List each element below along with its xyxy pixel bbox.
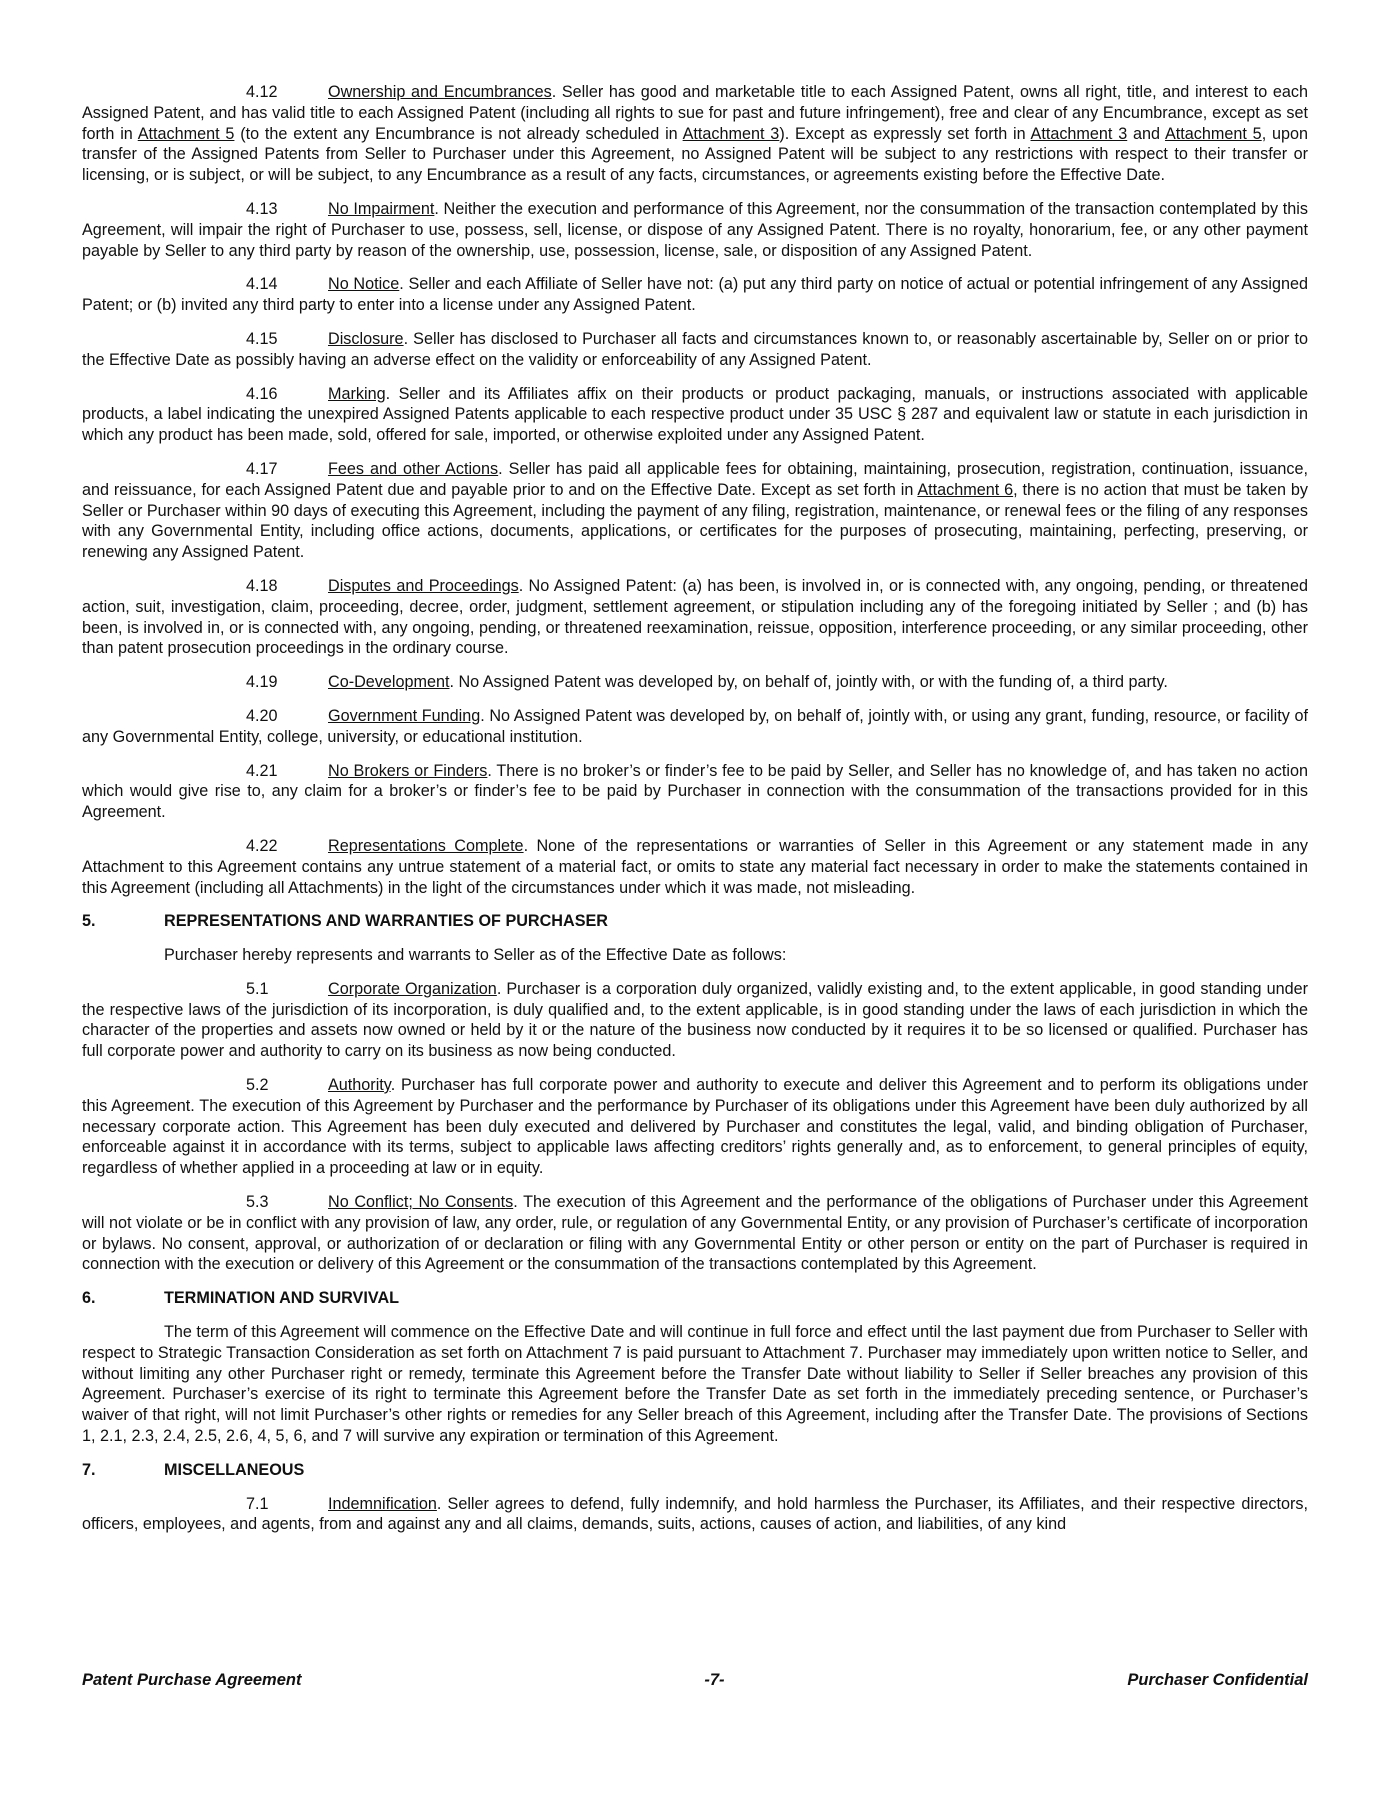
clause-heading: Co-Development xyxy=(328,673,450,692)
clause-number: 4.17 xyxy=(246,459,278,478)
clause-4-17: 4.17 Fees and other Actions. Seller has paid all applicable fees for obtaining, maintaining, prosecution, registration, continuation, issuance, and reissuance, for each Assigned Patent due and payable prior to and on the Effective Date. Except as set forth in Attachment 6, there is no action that must be taken by Seller or Purchaser within 90 days of executing this Agreement, including the payment of any filing, registration, maintenance, or renewal fees or the filing of any responses with any Governmental Entity, including office actions, documents, applications, or certificates for the purposes of prosecuting, maintaining, perfecting, preserving, or renewing any Assigned Patent. xyxy=(82,459,1308,562)
clause-number: 4.14 xyxy=(246,275,278,294)
section-title: TERMINATION AND SURVIVAL xyxy=(164,1289,400,1308)
section-number: 5. xyxy=(82,912,96,931)
clause-heading: Corporate Organization xyxy=(328,979,497,998)
clause-4-22: 4.22 Representations Complete. None of the representations or warranties of Seller in this Agreement or any statement made in any Attachment to this Agreement contains any untrue statement of a material fact, or omits to state any material fact necessary in order to make the statements contained in this Agreement (including all Attachments) in the light of the circumstances under which it was made, not misleading. xyxy=(82,836,1308,897)
clause-4-21: 4.21 No Brokers or Finders. There is no broker’s or finder’s fee to be paid by Seller, and Seller has no knowledge of, and has taken no action which would give rise to, any claim for a broker’s or finder’s fee to be paid by Purchaser in connection with the consummation of the transactions provided for in this Agreement. xyxy=(82,761,1308,822)
attachment-ref: Attachment 5 xyxy=(137,124,235,143)
attachment-ref: Attachment 6 xyxy=(917,480,1014,499)
section-6-heading xyxy=(82,1288,1308,1309)
clause-heading: No Notice xyxy=(328,275,400,294)
clause-number: 4.21 xyxy=(246,761,278,780)
clause-heading: Indemnification xyxy=(328,1494,437,1513)
clause-heading: Authority xyxy=(328,1076,391,1095)
clause-number: 4.20 xyxy=(246,706,278,725)
section-6-body: The term of this Agreement will commence on the Effective Date and will continue in full force and effect until the last payment due from Purchaser to Seller with respect to Strategic Transaction Consideration as set forth on Attachment 7 is paid pursuant to Attachment 7. Purchaser may immediately upon written notice to Seller, and without limiting any other Purchaser right or remedy, terminate this Agreement before the Transfer Date without liability to Seller if Seller breaches any provision of this Agreement. Purchaser’s exercise of its right to terminate this Agreement before the Transfer Date as set forth in the immediately preceding sentence, or Purchaser’s waiver of that right, will not limit Purchaser’s other rights or remedies for any Seller breach of this Agreement, including after the Transfer Date. The provisions of Sections 1, 2.1, 2.3, 2.4, 2.5, 2.6, 4, 5, 6, and 7 will survive any expiration or termination of this Agreement. xyxy=(82,1323,1308,1446)
clause-heading: Fees and other Actions xyxy=(328,459,499,478)
clause-5-3: 5.3 No Conflict; No Consents. The execution of this Agreement and the performance of the obligations of Purchaser under this Agreement will not violate or be in conflict with any provision of law, any order, rule, or regulation of any Governmental Entity, or any provision of Purchaser’s certificate of incorporation or bylaws. No consent, approval, or authorization of or declaration or filing with any Governmental Entity or other person or entity on the part of Purchaser is required in connection with the execution or delivery of this Agreement or the consummation of the transactions contemplated by this Agreement. xyxy=(82,1193,1308,1274)
section-number: 7. xyxy=(82,1460,96,1479)
clause-number: 4.15 xyxy=(246,329,278,348)
page-content xyxy=(82,82,1308,1548)
section-5-intro: Purchaser hereby represents and warrants to Seller as of the Effective Date as follows: xyxy=(164,946,787,965)
clause-4-15: 4.15 Disclosure. Seller has disclosed to Purchaser all facts and circumstances known to, or reasonably ascertainable by, Seller on or prior to the Effective Date as possibly having an adverse effect on the validity or enforceability of any Assigned Patent. xyxy=(82,329,1308,369)
attachment-ref: Attachment 3 xyxy=(1030,124,1128,143)
clause-heading: Disputes and Proceedings xyxy=(328,576,519,595)
clause-number: 4.12 xyxy=(246,83,278,101)
clause-4-16: 4.16 Marking. Seller and its Affiliates affix on their products or product packaging, manuals, or instructions associated with applicable products, a label indicating the unexpired Assigned Patents applicable to each respective product under 35 USC § 287 and equivalent law or statute in each jurisdiction in which any product has been made, sold, offered for sale, imported, or otherwise exploited under any Assigned Patent. xyxy=(82,384,1308,445)
clause-4-18: 4.18 Disputes and Proceedings. No Assigned Patent: (a) has been, is involved in, or is connected with, any ongoing, pending, or threatened action, suit, investigation, claim, proceeding, decree, order, judgment, settlement agreement, or stipulation including any of the foregoing initiated by Seller ; and (b) has been, is involved in, or is connected with, any ongoing, pending, or threatened reexamination, reissue, opposition, interference proceeding, or any similar proceeding, other than patent prosecution proceedings in the ordinary course. xyxy=(82,576,1308,658)
clause-number: 7.1 xyxy=(246,1494,269,1513)
clause-heading: Ownership and Encumbrances xyxy=(328,83,552,101)
footer-document-title: Patent Purchase Agreement xyxy=(82,1671,302,1689)
clause-4-19: 4.19 Co-Development. No Assigned Patent was developed by, on behalf of, jointly with, or with the funding of, a third party. xyxy=(82,672,1308,693)
clause-heading: No Brokers or Finders xyxy=(328,761,488,780)
clause-4-13: 4.13 No Impairment. Neither the execution and performance of this Agreement, nor the consummation of the transaction contemplated by this Agreement, will impair the right of Purchaser to use, possess, sell, license, or dispose of any Assigned Patent. There is no royalty, honorarium, fee, or any other payment payable by Seller to any third party by reason of the ownership, use, possession, license, sale, or disposition of any Assigned Patent. xyxy=(82,199,1308,260)
clause-7-1: 7.1 Indemnification. Seller agrees to defend, fully indemnify, and hold harmless the Purchaser, its Affiliates, and their respective directors, officers, employees, and agents, from and against any and all claims, demands, suits, actions, causes of action, and liabilities, of any kind xyxy=(82,1494,1308,1534)
attachment-ref: Attachment 3 xyxy=(682,124,780,143)
section-7-heading xyxy=(82,1460,1308,1481)
clause-number: 5.3 xyxy=(246,1193,269,1212)
clause-number: 4.19 xyxy=(246,673,278,692)
clause-heading: No Impairment xyxy=(328,199,435,218)
clause-heading: Government Funding xyxy=(328,706,481,725)
section-number: 6. xyxy=(82,1289,96,1308)
section-title: REPRESENTATIONS AND WARRANTIES OF PURCHASER xyxy=(164,912,608,931)
footer-page-number: -7- xyxy=(704,1671,725,1689)
clause-5-2: 5.2 Authority. Purchaser has full corporate power and authority to execute and deliver this Agreement and to perform its obligations under this Agreement. The execution of this Agreement by Purchaser and the performance by Purchaser of its obligations under this Agreement have been duly authorized by all necessary corporate action. This Agreement has been duly executed and delivered by Purchaser and constitutes the legal, valid, and binding obligation of Purchaser, enforceable against it in accordance with its terms, subject to applicable laws affecting creditors’ rights generally and, as to enforcement, to general principles of equity, regardless of whether applied in a proceeding at law or in equity. xyxy=(82,1076,1308,1178)
clause-heading: No Conflict; No Consents xyxy=(328,1193,514,1212)
footer-confidentiality: Purchaser Confidential xyxy=(1127,1671,1308,1689)
page-footer xyxy=(82,1670,1308,1691)
clause-heading: Disclosure xyxy=(328,329,404,348)
clause-number: 4.18 xyxy=(246,576,278,595)
clause-number: 4.13 xyxy=(246,199,278,218)
clause-4-20: 4.20 Government Funding. No Assigned Patent was developed by, on behalf of, jointly with, or using any grant, funding, resource, or facility of any Governmental Entity, college, university, or educational institution. xyxy=(82,706,1308,746)
clause-4-12: 4.12 Ownership and Encumbrances. Seller has good and marketable title to each Assigned Patent, owns all right, title, and interest to each Assigned Patent, and has valid title to each Assigned Patent (including all rights to sue for past and future infringement), free and clear of any Encumbrance, except as set forth in Attachment 5 (to the extent any Encumbrance is not already scheduled in Attachment 3). Except as expressly set forth in Attachment 3 and Attachment 5, upon transfer of the Assigned Patents from Seller to Purchaser under this Agreement, no Assigned Patent will be subject to any restrictions with respect to their transfer or licensing, or is subject, or will be subject, to any Encumbrance as a result of any facts, circumstances, or agreements existing before the Effective Date. xyxy=(82,83,1309,185)
clause-heading: Representations Complete xyxy=(328,836,524,855)
section-title: MISCELLANEOUS xyxy=(164,1460,305,1479)
clause-number: 4.22 xyxy=(246,836,278,855)
clause-number: 4.16 xyxy=(246,384,278,403)
attachment-ref: Attachment 5 xyxy=(1164,124,1262,143)
clause-4-14: 4.14 No Notice. Seller and each Affiliate of Seller have not: (a) put any third party on notice of actual or potential infringement of any Assigned Patent; or (b) invited any third party to enter into a license under any Assigned Patent. xyxy=(82,275,1308,315)
clause-5-1: 5.1 Corporate Organization. Purchaser is a corporation duly organized, validly existing and, to the extent applicable, in good standing under the respective laws of the jurisdiction of its incorporation, is duly qualified and, to the extent applicable, is in good standing under the laws of each jurisdiction in which the character of the properties and assets now owned or held by it or the nature of the business now conducted by it requires it to be so licensed or qualified. Purchaser has full corporate power and authority to carry on its business as now being conducted. xyxy=(82,979,1309,1061)
section-5-heading xyxy=(82,911,1308,932)
clause-number: 5.1 xyxy=(246,979,269,998)
clause-heading: Marking xyxy=(328,384,386,403)
clause-number: 5.2 xyxy=(246,1076,269,1095)
